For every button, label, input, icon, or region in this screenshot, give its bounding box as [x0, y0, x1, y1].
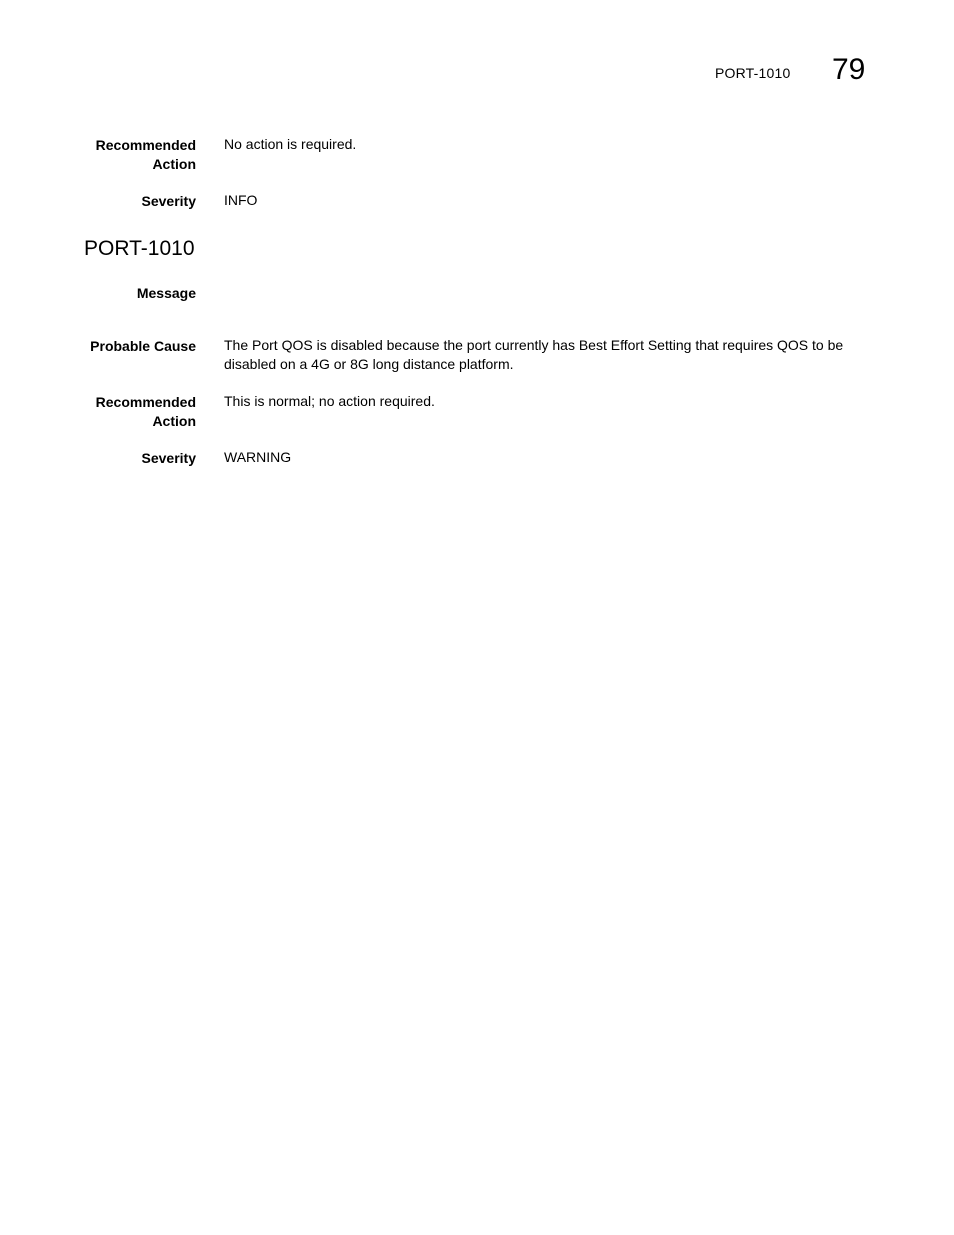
- prev-severity-label: Severity: [141, 193, 196, 209]
- message-entry-title: PORT-1010: [84, 237, 195, 260]
- prev-recommended-action-label: Recommended Action: [95, 137, 196, 172]
- message-label: Message: [136, 285, 196, 301]
- severity-label: Severity: [141, 450, 196, 466]
- prev-severity-value: INFO: [224, 192, 258, 208]
- chapter-number: 79: [832, 53, 866, 86]
- running-header-section: PORT-1010: [715, 65, 791, 81]
- probable-cause-value: The Port QOS is disabled because the port currently has Best Effort Setting that requires QOS to be disabled on a 4G or 8G long distance platform.: [224, 337, 844, 372]
- recommended-action-label: Recommended Action: [95, 394, 196, 429]
- recommended-action-value: This is normal; no action required.: [224, 393, 435, 409]
- probable-cause-label: Probable Cause: [90, 338, 196, 354]
- prev-recommended-action-value: No action is required.: [224, 136, 357, 152]
- severity-value: WARNING: [224, 449, 292, 465]
